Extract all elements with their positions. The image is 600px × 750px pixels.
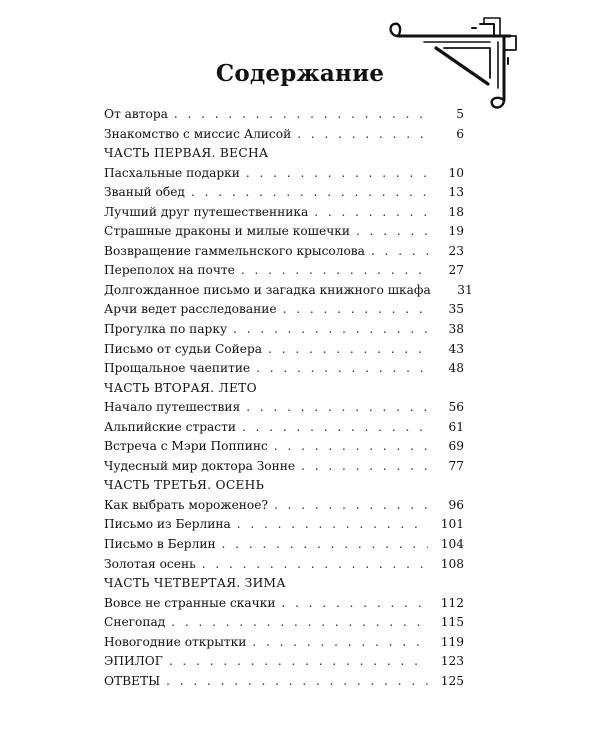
toc-entry-page: 10 [448, 165, 464, 180]
dot-leader [174, 107, 428, 121]
toc-entry-title: Пасхальные подарки [104, 165, 240, 180]
toc-entry-title: Встреча с Мэри Поппинс [104, 439, 268, 454]
dot-leader [297, 127, 428, 141]
page-title: Содержание [215, 60, 385, 87]
toc-entry-page: 119 [440, 634, 464, 649]
dot-leader [222, 537, 428, 551]
toc-entry[interactable] [104, 127, 464, 147]
toc-entry[interactable] [104, 342, 464, 362]
toc-entry-title: Прощальное чаепитие [104, 361, 251, 376]
toc-entry-title: Письмо в Берлин [104, 537, 216, 552]
toc-entry-page: 5 [456, 107, 464, 121]
toc-part-title: ЧАСТЬ ТРЕТЬЯ. ОСЕНЬ [104, 478, 265, 493]
dot-leader [202, 557, 428, 571]
toc-entry-title: Письмо из Берлина [104, 517, 231, 532]
toc-part-title: ЧАСТЬ ПЕРВАЯ. ВЕСНА [104, 146, 269, 161]
toc-entry-page: 23 [448, 243, 464, 258]
toc-entry[interactable] [104, 654, 464, 674]
toc-part-heading [104, 576, 464, 596]
toc-part-heading [104, 146, 464, 166]
dot-leader [191, 185, 428, 199]
toc-entry-title: Начало путешествия [104, 400, 241, 415]
dot-leader [301, 459, 428, 473]
toc-entry[interactable] [104, 557, 464, 577]
toc-entry-page: 61 [448, 419, 464, 434]
toc-entry-page: 69 [448, 439, 464, 454]
toc-entry-page: 43 [448, 341, 464, 356]
toc-entry-title: Страшные драконы и милые кошечки [104, 224, 351, 239]
toc-entry[interactable] [104, 400, 464, 420]
dot-leader [256, 361, 428, 375]
dot-leader [166, 674, 428, 688]
toc-entry-page: 112 [440, 595, 464, 610]
toc-entry-page: 19 [448, 224, 464, 239]
toc-entry-title: Новогодние открытки [104, 634, 247, 649]
toc-entry-title: Снегопад [104, 615, 166, 630]
toc-entry[interactable] [104, 244, 464, 264]
toc-entry[interactable] [104, 282, 473, 303]
toc-entry[interactable] [104, 459, 464, 479]
toc-entry-page: 6 [456, 126, 464, 141]
toc-entry-title: Лучший друг путешественника [104, 204, 309, 219]
toc-entry-title: Долгожданное письмо и загадка книжного шкафа [104, 282, 431, 297]
toc-entry-title: Возвращение гаммельнского крысолова [104, 243, 365, 258]
toc-entry-title: Званый обед [104, 185, 185, 200]
toc-entry-title: Альпийские страсти [104, 419, 236, 434]
toc-entry[interactable] [104, 635, 464, 655]
toc-entry[interactable] [104, 361, 464, 381]
toc-entry[interactable] [104, 537, 464, 557]
toc-entry-title: Знакомство с миссис Алисой [104, 126, 292, 141]
dot-leader [252, 635, 428, 649]
dot-leader [371, 244, 428, 258]
toc-entry[interactable] [104, 615, 464, 635]
toc-entry-title: ОТВЕТЫ [104, 673, 161, 688]
toc-entry[interactable] [104, 263, 464, 283]
dot-leader [246, 400, 428, 414]
dot-leader [356, 224, 428, 238]
toc-entry-page: 56 [448, 400, 464, 415]
dot-leader [241, 263, 428, 277]
toc-entry[interactable] [104, 107, 464, 127]
toc-entry-page: 77 [448, 458, 464, 473]
toc-entry-page: 18 [448, 204, 464, 219]
table-of-contents [104, 107, 473, 693]
dot-leader [274, 439, 428, 453]
toc-entry-title: Письмо от судьи Сойера [104, 341, 263, 356]
toc-entry[interactable] [104, 205, 464, 225]
toc-entry-page: 96 [448, 497, 464, 512]
toc-entry-page: 35 [448, 302, 464, 317]
toc-entry-page: 123 [440, 654, 464, 669]
dot-leader [169, 654, 428, 668]
toc-entry-page: 125 [440, 673, 464, 688]
toc-entry[interactable] [104, 674, 464, 694]
toc-entry-title: Как выбрать мороженое? [104, 497, 268, 512]
toc-part-title: ЧАСТЬ ЧЕТВЕРТАЯ. ЗИМА [104, 576, 286, 591]
toc-part-heading [104, 381, 464, 401]
toc-entry-title: Золотая осень [104, 556, 196, 571]
dot-leader [274, 498, 428, 512]
toc-entry-title: Вовсе не странные скачки [104, 595, 276, 610]
toc-entry-title: Чудесный мир доктора Зонне [104, 458, 296, 473]
toc-entry-page: 115 [440, 615, 464, 630]
toc-entry-page: 108 [440, 556, 464, 571]
toc-entry[interactable] [104, 596, 464, 616]
dot-leader [237, 517, 428, 531]
dot-leader [283, 302, 428, 316]
toc-entry[interactable] [104, 224, 464, 244]
dot-leader [171, 615, 428, 629]
toc-entry[interactable] [104, 498, 464, 518]
dot-leader [242, 420, 428, 434]
toc-entry-page: 27 [448, 263, 464, 278]
toc-entry-page: 31 [457, 282, 473, 297]
toc-entry[interactable] [104, 517, 464, 537]
toc-entry-page: 101 [440, 517, 464, 532]
toc-entry-title: Прогулка по парку [104, 322, 228, 337]
dot-leader [281, 596, 428, 610]
toc-part-title: ЧАСТЬ ВТОРАЯ. ЛЕТО [104, 380, 257, 395]
dot-leader [246, 166, 428, 180]
toc-entry[interactable] [104, 166, 464, 186]
toc-entry-title: Арчи ведет расследование [104, 302, 277, 317]
toc-entry-page: 48 [448, 361, 464, 376]
toc-entry[interactable] [104, 420, 464, 440]
toc-entry-page: 13 [448, 185, 464, 200]
toc-entry[interactable] [104, 302, 464, 322]
dot-leader [314, 205, 428, 219]
toc-entry-title: ЭПИЛОГ [104, 654, 163, 669]
toc-entry-title: От автора [104, 107, 168, 121]
toc-entry[interactable] [104, 185, 464, 205]
dot-leader [233, 322, 428, 336]
toc-entry[interactable] [104, 322, 464, 342]
toc-part-heading [104, 478, 464, 498]
toc-entry-page: 104 [440, 537, 464, 552]
toc-entry-title: Переполох на почте [104, 263, 235, 278]
toc-entry-page: 38 [448, 322, 464, 337]
toc-entry[interactable] [104, 439, 464, 459]
dot-leader [268, 342, 428, 356]
